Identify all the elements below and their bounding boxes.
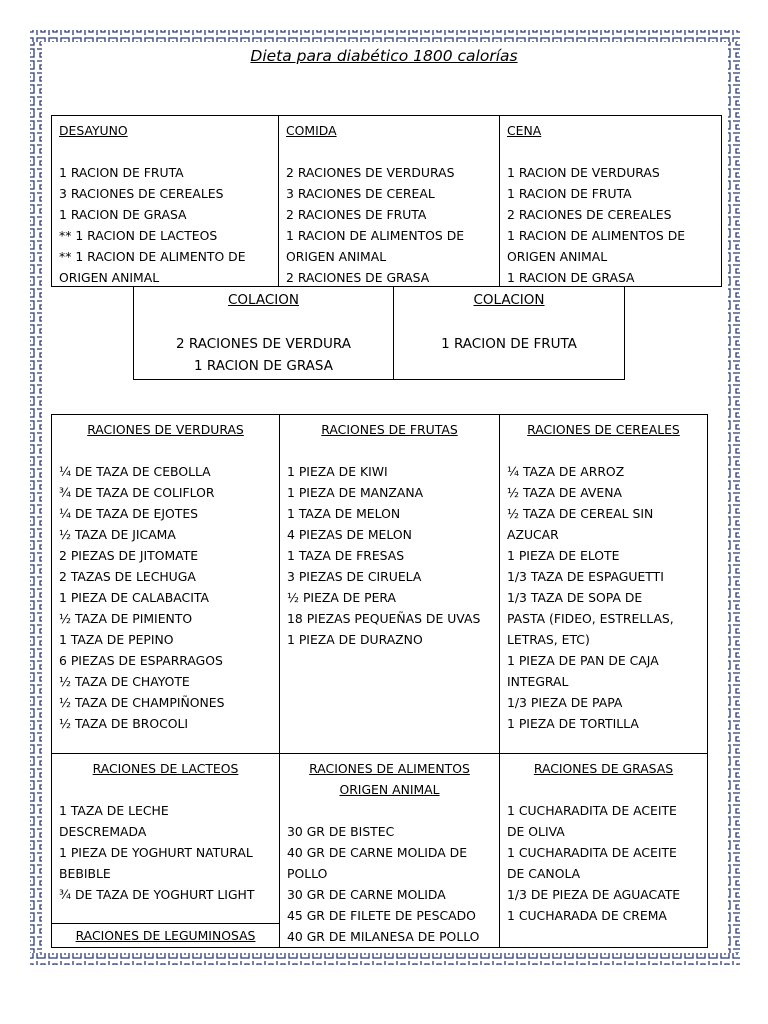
colaciones-table — [133, 286, 625, 380]
meal-line: 1 RACION DE FRUTA — [507, 186, 632, 201]
meal-line: 1 RACION DE GRASA — [59, 207, 187, 222]
raciones-verduras — [52, 415, 280, 753]
colacion-2 — [394, 286, 624, 379]
raciones-line: INTEGRAL — [507, 674, 569, 689]
raciones-line: ½ PIEZA DE PERA — [287, 590, 396, 605]
raciones-line: 4 PIEZAS DE MELON — [287, 527, 412, 542]
meals-table — [51, 115, 722, 287]
meal-line: 2 RACIONES DE FRUTA — [286, 207, 427, 222]
raciones-line: BEBIBLE — [59, 866, 111, 881]
meal-header: COMIDA — [286, 123, 337, 138]
raciones-line: 3 PIEZAS DE CIRUELA — [287, 569, 422, 584]
raciones-line: 45 GR DE FILETE DE PESCADO — [287, 908, 476, 923]
colacion-1 — [134, 286, 394, 379]
meal-line: 3 RACIONES DE CEREALES — [59, 186, 224, 201]
raciones-line: AZUCAR — [507, 527, 559, 542]
raciones-line: 1 TAZA DE FRESAS — [287, 548, 405, 563]
raciones-line: 2 PIEZAS DE JITOMATE — [59, 548, 199, 563]
raciones-line: 1 TAZA DE PEPINO — [59, 632, 174, 647]
meal-line: ORIGEN ANIMAL — [59, 270, 160, 285]
raciones-header: RACIONES DE FRUTAS — [321, 422, 458, 437]
colacion-line: 2 RACIONES DE VERDURA — [176, 336, 351, 352]
raciones-line: 2 TAZAS DE LECHUGA — [59, 569, 196, 584]
raciones-line: LETRAS, ETC) — [507, 632, 590, 647]
raciones-line: ½ TAZA DE CHAYOTE — [59, 674, 190, 689]
raciones-line: 1 PIEZA DE DURAZNO — [287, 632, 423, 647]
raciones-line: ¼ DE TAZA DE EJOTES — [59, 506, 199, 521]
raciones-line: 30 GR DE BISTEC — [287, 824, 395, 839]
raciones-line: ½ TAZA DE CEREAL SIN — [507, 506, 654, 521]
colacion-line: 1 RACION DE GRASA — [194, 358, 333, 374]
raciones-line: ½ TAZA DE PIMIENTO — [59, 611, 193, 626]
raciones-line: DE CANOLA — [507, 866, 581, 881]
meal-header: CENA — [507, 123, 542, 138]
raciones-line: DESCREMADA — [59, 824, 147, 839]
raciones-line: 1 TAZA DE MELON — [287, 506, 401, 521]
raciones-line: 1/3 PIEZA DE PAPA — [507, 695, 623, 710]
meal-line: 1 RACION DE GRASA — [507, 270, 635, 285]
raciones-line: 1 PIEZA DE TORTILLA — [507, 716, 639, 731]
raciones-header-2: ORIGEN ANIMAL — [339, 782, 440, 797]
meal-line: ** 1 RACION DE ALIMENTO DE — [59, 249, 246, 264]
meal-line: ** 1 RACION DE LACTEOS — [59, 228, 218, 243]
raciones-line: ½ TAZA DE JICAMA — [59, 527, 176, 542]
raciones-line: POLLO — [287, 866, 328, 881]
raciones-line: 1/3 DE PIEZA DE AGUACATE — [507, 887, 681, 902]
raciones-line: 1/3 TAZA DE ESPAGUETTI — [507, 569, 664, 584]
raciones-line: 1 TAZA DE LECHE — [59, 803, 169, 818]
raciones-line: ¼ DE TAZA DE CEBOLLA — [59, 464, 211, 479]
raciones-line: 1 PIEZA DE PAN DE CAJA — [507, 653, 659, 668]
meal-line: 2 RACIONES DE CEREALES — [507, 207, 672, 222]
meal-line: 1 RACION DE ALIMENTOS DE — [286, 228, 465, 243]
raciones-row-top — [52, 415, 707, 754]
document-title: Dieta para diabético 1800 calorías — [250, 47, 518, 65]
raciones-row-bottom — [52, 754, 707, 947]
raciones-table — [51, 414, 708, 948]
raciones-line: DE OLIVA — [507, 824, 565, 839]
colacion-header: COLACION — [227, 292, 299, 308]
raciones-line: 1 PIEZA DE ELOTE — [507, 548, 620, 563]
raciones-line: 1 PIEZA DE CALABACITA — [59, 590, 209, 605]
meal-line: 1 RACION DE FRUTA — [59, 165, 184, 180]
raciones-line: ½ TAZA DE CHAMPIÑONES — [59, 695, 225, 710]
raciones-line: 1 CUCHARADA DE CREMA — [507, 908, 667, 923]
raciones-line: 1 CUCHARADITA DE ACEITE — [507, 845, 677, 860]
raciones-line: 40 GR DE MILANESA DE POLLO — [287, 929, 480, 944]
raciones-header: RACIONES DE VERDURAS — [87, 422, 244, 437]
raciones-line: 1 PIEZA DE MANZANA — [287, 485, 424, 500]
meal-cena — [500, 116, 721, 286]
meal-line: 2 RACIONES DE VERDURAS — [286, 165, 455, 180]
colacion-line: 1 RACION DE FRUTA — [441, 336, 577, 352]
raciones-line: ½ TAZA DE AVENA — [507, 485, 622, 500]
meal-line: 3 RACIONES DE CEREAL — [286, 186, 435, 201]
colacion-header: COLACION — [473, 292, 545, 308]
raciones-line: 1 PIEZA DE YOGHURT NATURAL — [59, 845, 253, 860]
raciones-line: 1/3 TAZA DE SOPA DE — [507, 590, 643, 605]
meal-line: 1 RACION DE ALIMENTOS DE — [507, 228, 686, 243]
meal-line: ORIGEN ANIMAL — [507, 249, 608, 264]
raciones-line: 18 PIEZAS PEQUEÑAS DE UVAS — [287, 611, 481, 626]
meal-line: 2 RACIONES DE GRASA — [286, 270, 430, 285]
raciones-lacteos — [52, 754, 280, 947]
raciones-header: RACIONES DE LACTEOS — [92, 761, 239, 776]
raciones-header: RACIONES DE CEREALES — [527, 422, 680, 437]
raciones-frutas — [280, 415, 500, 753]
meal-header: DESAYUNO — [59, 123, 128, 138]
raciones-origen-animal — [280, 754, 500, 947]
meal-line: 1 RACION DE VERDURAS — [507, 165, 660, 180]
raciones-cereales — [500, 415, 707, 753]
raciones-line: 40 GR DE CARNE MOLIDA DE — [287, 845, 468, 860]
raciones-line: ¾ DE TAZA DE YOGHURT LIGHT — [59, 887, 255, 902]
raciones-line: ¼ TAZA DE ARROZ — [507, 464, 625, 479]
raciones-header: RACIONES DE GRASAS — [533, 761, 674, 776]
meal-comida — [279, 116, 500, 286]
meal-line: ORIGEN ANIMAL — [286, 249, 387, 264]
raciones-grasas — [500, 754, 707, 947]
raciones-line: PASTA (FIDEO, ESTRELLAS, — [507, 611, 674, 626]
raciones-line: 30 GR DE CARNE MOLIDA — [287, 887, 446, 902]
raciones-line: 1 PIEZA DE KIWI — [287, 464, 388, 479]
raciones-line: ¾ DE TAZA DE COLIFLOR — [59, 485, 215, 500]
raciones-line: 6 PIEZAS DE ESPARRAGOS — [59, 653, 223, 668]
raciones-header: RACIONES DE ALIMENTOS — [309, 761, 470, 776]
meal-desayuno — [52, 116, 279, 286]
leguminosas-header: RACIONES DE LEGUMINOSAS — [52, 923, 279, 947]
raciones-line: ½ TAZA DE BROCOLI — [59, 716, 189, 731]
raciones-line: 1 CUCHARADITA DE ACEITE — [507, 803, 677, 818]
